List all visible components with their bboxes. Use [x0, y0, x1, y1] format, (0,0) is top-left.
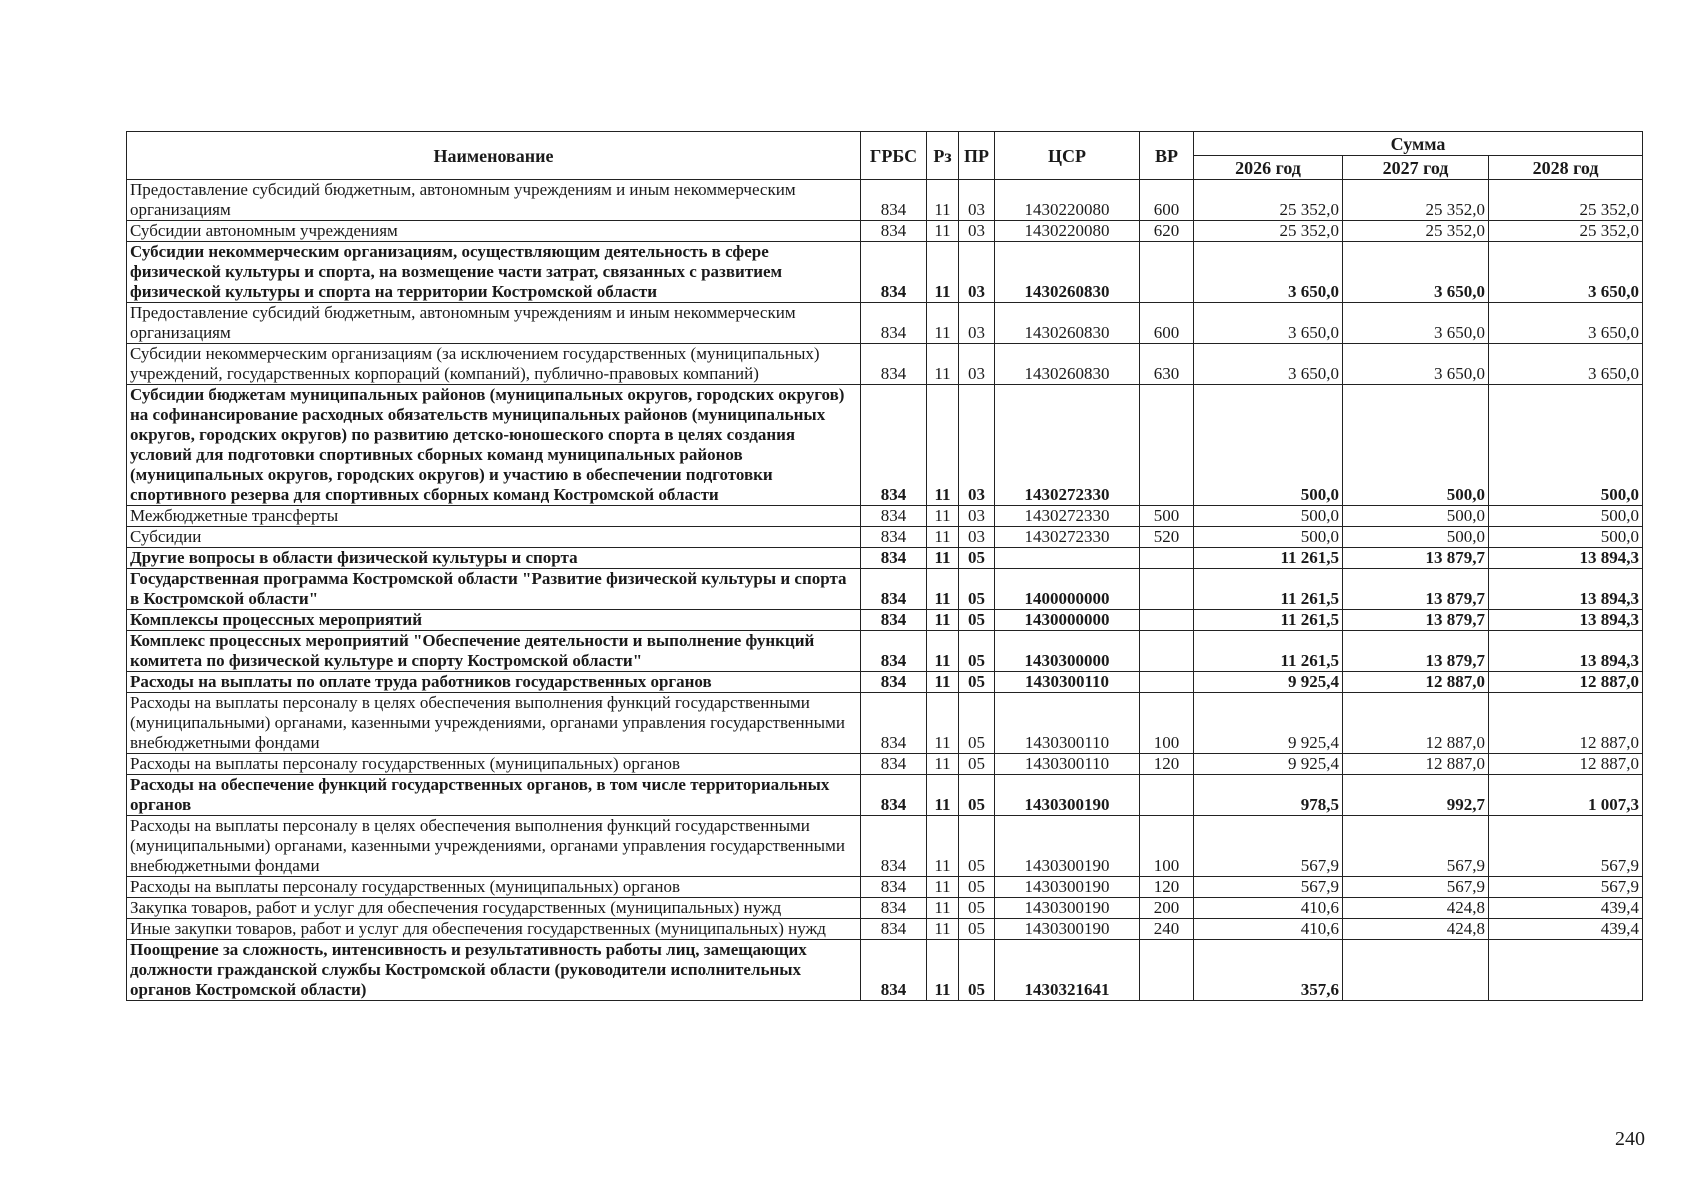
cell-csr: 1430272330	[995, 527, 1140, 548]
cell-vr	[1140, 385, 1194, 506]
cell-rz: 11	[927, 180, 959, 221]
table-body	[127, 180, 1643, 1001]
cell-pr: 03	[959, 385, 995, 506]
cell-y2026: 11 261,5	[1194, 631, 1343, 672]
cell-csr: 1430300110	[995, 754, 1140, 775]
cell-name: Расходы на выплаты персоналу государственных (муниципальных) органов	[127, 877, 861, 898]
cell-pr: 03	[959, 303, 995, 344]
cell-pr: 03	[959, 506, 995, 527]
cell-rz: 11	[927, 775, 959, 816]
cell-vr	[1140, 242, 1194, 303]
cell-vr: 120	[1140, 877, 1194, 898]
cell-y2026: 9 925,4	[1194, 693, 1343, 754]
cell-grbs: 834	[861, 816, 927, 877]
cell-name: Предоставление субсидий бюджетным, автономным учреждениям и иным некоммерческим организациям	[127, 303, 861, 344]
cell-name: Расходы на обеспечение функций государственных органов, в том числе территориальных органов	[127, 775, 861, 816]
cell-vr: 120	[1140, 754, 1194, 775]
cell-name: Государственная программа Костромской области "Развитие физической культуры и спорта в Костромской области"	[127, 569, 861, 610]
cell-y2026: 9 925,4	[1194, 672, 1343, 693]
cell-y2026: 567,9	[1194, 877, 1343, 898]
cell-csr: 1430272330	[995, 385, 1140, 506]
cell-y2028: 13 894,3	[1489, 569, 1643, 610]
table-row	[127, 303, 1643, 344]
cell-rz: 11	[927, 221, 959, 242]
header-sum: Сумма	[1194, 132, 1643, 156]
cell-csr: 1430260830	[995, 344, 1140, 385]
cell-rz: 11	[927, 242, 959, 303]
cell-y2027: 992,7	[1343, 775, 1489, 816]
header-2028: 2028 год	[1489, 156, 1643, 180]
cell-rz: 11	[927, 816, 959, 877]
cell-vr	[1140, 940, 1194, 1001]
cell-pr: 03	[959, 344, 995, 385]
cell-rz: 11	[927, 940, 959, 1001]
cell-csr: 1430300190	[995, 877, 1140, 898]
cell-pr: 05	[959, 754, 995, 775]
cell-csr: 1430000000	[995, 610, 1140, 631]
cell-vr: 100	[1140, 816, 1194, 877]
cell-y2026: 500,0	[1194, 506, 1343, 527]
cell-y2028: 13 894,3	[1489, 610, 1643, 631]
table-row	[127, 180, 1643, 221]
cell-name: Межбюджетные трансферты	[127, 506, 861, 527]
cell-rz: 11	[927, 506, 959, 527]
cell-y2027: 13 879,7	[1343, 569, 1489, 610]
cell-y2027: 25 352,0	[1343, 221, 1489, 242]
cell-y2026: 3 650,0	[1194, 303, 1343, 344]
cell-csr: 1430300190	[995, 816, 1140, 877]
cell-pr: 05	[959, 919, 995, 940]
table-row	[127, 221, 1643, 242]
cell-y2027: 25 352,0	[1343, 180, 1489, 221]
cell-csr: 1430300190	[995, 898, 1140, 919]
cell-pr: 05	[959, 631, 995, 672]
cell-name: Поощрение за сложность, интенсивность и результативность работы лиц, замещающих должности гражданской службы Костромской области (руководители исполнительных органов Костромской области)	[127, 940, 861, 1001]
table-row	[127, 754, 1643, 775]
cell-y2028: 567,9	[1489, 877, 1643, 898]
table-row	[127, 693, 1643, 754]
cell-pr: 05	[959, 940, 995, 1001]
cell-y2026: 567,9	[1194, 816, 1343, 877]
cell-y2028	[1489, 940, 1643, 1001]
cell-rz: 11	[927, 344, 959, 385]
cell-grbs: 834	[861, 221, 927, 242]
cell-y2027: 3 650,0	[1343, 344, 1489, 385]
cell-rz: 11	[927, 919, 959, 940]
cell-rz: 11	[927, 631, 959, 672]
cell-pr: 05	[959, 898, 995, 919]
cell-y2028: 439,4	[1489, 898, 1643, 919]
cell-csr: 1430300190	[995, 919, 1140, 940]
table-row	[127, 631, 1643, 672]
cell-grbs: 834	[861, 631, 927, 672]
cell-csr: 1430260830	[995, 242, 1140, 303]
cell-grbs: 834	[861, 569, 927, 610]
cell-grbs: 834	[861, 775, 927, 816]
budget-table	[126, 131, 1643, 1001]
cell-pr: 05	[959, 569, 995, 610]
cell-y2028: 1 007,3	[1489, 775, 1643, 816]
cell-vr	[1140, 548, 1194, 569]
cell-y2028: 567,9	[1489, 816, 1643, 877]
cell-y2027: 500,0	[1343, 527, 1489, 548]
page-number: 240	[1615, 1128, 1645, 1150]
cell-pr: 05	[959, 693, 995, 754]
cell-name: Расходы на выплаты персоналу государственных (муниципальных) органов	[127, 754, 861, 775]
cell-grbs: 834	[861, 754, 927, 775]
cell-vr: 630	[1140, 344, 1194, 385]
cell-grbs: 834	[861, 693, 927, 754]
cell-y2028: 3 650,0	[1489, 303, 1643, 344]
header-pr: ПР	[959, 132, 995, 180]
cell-vr	[1140, 569, 1194, 610]
table-row	[127, 940, 1643, 1001]
cell-y2026: 9 925,4	[1194, 754, 1343, 775]
cell-y2027: 13 879,7	[1343, 631, 1489, 672]
cell-vr: 200	[1140, 898, 1194, 919]
table-row	[127, 919, 1643, 940]
cell-y2026: 25 352,0	[1194, 180, 1343, 221]
cell-pr: 05	[959, 548, 995, 569]
cell-y2026: 410,6	[1194, 919, 1343, 940]
cell-name: Иные закупки товаров, работ и услуг для обеспечения государственных (муниципальных) нужд	[127, 919, 861, 940]
cell-grbs: 834	[861, 180, 927, 221]
cell-vr: 620	[1140, 221, 1194, 242]
table-row	[127, 610, 1643, 631]
header-csr: ЦСР	[995, 132, 1140, 180]
cell-grbs: 834	[861, 919, 927, 940]
cell-y2026: 500,0	[1194, 385, 1343, 506]
cell-name: Расходы на выплаты по оплате труда работников государственных органов	[127, 672, 861, 693]
cell-name: Расходы на выплаты персоналу в целях обеспечения выполнения функций государственными (муниципальными) органами, казенными учреждениями, органами управления государственными внебюджетными фондами	[127, 693, 861, 754]
cell-y2028: 12 887,0	[1489, 754, 1643, 775]
cell-y2027: 500,0	[1343, 385, 1489, 506]
cell-y2027: 12 887,0	[1343, 672, 1489, 693]
cell-rz: 11	[927, 693, 959, 754]
cell-rz: 11	[927, 754, 959, 775]
cell-name: Комплексы процессных мероприятий	[127, 610, 861, 631]
cell-vr	[1140, 610, 1194, 631]
cell-rz: 11	[927, 303, 959, 344]
cell-vr: 100	[1140, 693, 1194, 754]
cell-pr: 03	[959, 242, 995, 303]
cell-y2027: 567,9	[1343, 877, 1489, 898]
cell-vr	[1140, 631, 1194, 672]
cell-y2028: 500,0	[1489, 506, 1643, 527]
cell-y2026: 357,6	[1194, 940, 1343, 1001]
cell-grbs: 834	[861, 506, 927, 527]
cell-y2027: 567,9	[1343, 816, 1489, 877]
table-row	[127, 569, 1643, 610]
cell-y2026: 11 261,5	[1194, 548, 1343, 569]
cell-name: Субсидии некоммерческим организациям, осуществляющим деятельность в сфере физической культуры и спорта, на возмещение части затрат, связанных с развитием физической культуры и спорта на территории Костромской области	[127, 242, 861, 303]
cell-rz: 11	[927, 898, 959, 919]
cell-y2028: 500,0	[1489, 385, 1643, 506]
cell-name: Другие вопросы в области физической культуры и спорта	[127, 548, 861, 569]
cell-csr: 1430272330	[995, 506, 1140, 527]
cell-grbs: 834	[861, 527, 927, 548]
cell-grbs: 834	[861, 940, 927, 1001]
cell-y2027: 424,8	[1343, 919, 1489, 940]
cell-pr: 03	[959, 527, 995, 548]
table-row	[127, 344, 1643, 385]
cell-y2026: 500,0	[1194, 527, 1343, 548]
cell-vr: 600	[1140, 180, 1194, 221]
cell-grbs: 834	[861, 672, 927, 693]
table-row	[127, 506, 1643, 527]
cell-y2027: 500,0	[1343, 506, 1489, 527]
cell-y2028: 12 887,0	[1489, 672, 1643, 693]
cell-grbs: 834	[861, 242, 927, 303]
cell-csr: 1400000000	[995, 569, 1140, 610]
cell-y2028: 3 650,0	[1489, 242, 1643, 303]
cell-rz: 11	[927, 385, 959, 506]
header-rz: Рз	[927, 132, 959, 180]
cell-y2028: 13 894,3	[1489, 548, 1643, 569]
cell-grbs: 834	[861, 877, 927, 898]
cell-name: Субсидии некоммерческим организациям (за исключением государственных (муниципальных) учреждений, государственных корпораций (компаний), публично-правовых компаний)	[127, 344, 861, 385]
cell-y2026: 11 261,5	[1194, 610, 1343, 631]
table-row	[127, 242, 1643, 303]
cell-y2027: 13 879,7	[1343, 610, 1489, 631]
cell-y2028: 439,4	[1489, 919, 1643, 940]
cell-rz: 11	[927, 527, 959, 548]
cell-name: Предоставление субсидий бюджетным, автономным учреждениям и иным некоммерческим организациям	[127, 180, 861, 221]
table-row	[127, 385, 1643, 506]
cell-grbs: 834	[861, 898, 927, 919]
cell-y2028: 12 887,0	[1489, 693, 1643, 754]
cell-vr: 520	[1140, 527, 1194, 548]
header-row	[127, 132, 1643, 156]
cell-y2028: 25 352,0	[1489, 221, 1643, 242]
cell-y2028: 500,0	[1489, 527, 1643, 548]
header-name: Наименование	[127, 132, 861, 180]
cell-csr: 1430300000	[995, 631, 1140, 672]
header-vr: ВР	[1140, 132, 1194, 180]
cell-vr: 600	[1140, 303, 1194, 344]
cell-rz: 11	[927, 548, 959, 569]
header-grbs: ГРБС	[861, 132, 927, 180]
cell-pr: 05	[959, 775, 995, 816]
cell-y2027	[1343, 940, 1489, 1001]
cell-y2027: 13 879,7	[1343, 548, 1489, 569]
table-row	[127, 527, 1643, 548]
cell-y2026: 11 261,5	[1194, 569, 1343, 610]
cell-rz: 11	[927, 610, 959, 631]
cell-rz: 11	[927, 877, 959, 898]
table-row	[127, 877, 1643, 898]
table-row	[127, 775, 1643, 816]
cell-csr: 1430300110	[995, 672, 1140, 693]
cell-y2027: 12 887,0	[1343, 754, 1489, 775]
cell-rz: 11	[927, 672, 959, 693]
cell-pr: 03	[959, 221, 995, 242]
cell-y2026: 25 352,0	[1194, 221, 1343, 242]
cell-csr: 1430300190	[995, 775, 1140, 816]
cell-y2026: 410,6	[1194, 898, 1343, 919]
table-header	[127, 132, 1643, 180]
cell-vr	[1140, 775, 1194, 816]
cell-name: Субсидии бюджетам муниципальных районов (муниципальных округов, городских округов) на софинансирование расходных обязательств муниципальных районов (муниципальных округов, городских округов) по развитию детско-юношеского спорта в целях создания условий для подготовки спортивных сборных команд муниципальных районов (муниципальных округов, городских округов) и участию в обеспечении подготовки спортивного резерва для спортивных сборных команд Костромской области	[127, 385, 861, 506]
cell-y2026: 3 650,0	[1194, 242, 1343, 303]
cell-pr: 05	[959, 672, 995, 693]
cell-pr: 03	[959, 180, 995, 221]
cell-y2027: 12 887,0	[1343, 693, 1489, 754]
cell-grbs: 834	[861, 344, 927, 385]
header-2027: 2027 год	[1343, 156, 1489, 180]
cell-name: Закупка товаров, работ и услуг для обеспечения государственных (муниципальных) нужд	[127, 898, 861, 919]
table-row	[127, 898, 1643, 919]
cell-name: Комплекс процессных мероприятий "Обеспечение деятельности и выполнение функций комитета по физической культуре и спорту Костромской области"	[127, 631, 861, 672]
cell-grbs: 834	[861, 303, 927, 344]
cell-y2028: 13 894,3	[1489, 631, 1643, 672]
cell-name: Субсидии автономным учреждениям	[127, 221, 861, 242]
header-2026: 2026 год	[1194, 156, 1343, 180]
cell-y2027: 3 650,0	[1343, 242, 1489, 303]
cell-y2027: 424,8	[1343, 898, 1489, 919]
cell-vr: 240	[1140, 919, 1194, 940]
cell-grbs: 834	[861, 385, 927, 506]
cell-y2026: 978,5	[1194, 775, 1343, 816]
cell-csr: 1430260830	[995, 303, 1140, 344]
cell-pr: 05	[959, 610, 995, 631]
cell-pr: 05	[959, 877, 995, 898]
cell-csr: 1430321641	[995, 940, 1140, 1001]
table-row	[127, 548, 1643, 569]
cell-vr	[1140, 672, 1194, 693]
cell-rz: 11	[927, 569, 959, 610]
cell-csr: 1430220080	[995, 180, 1140, 221]
cell-grbs: 834	[861, 610, 927, 631]
table-row	[127, 672, 1643, 693]
cell-name: Расходы на выплаты персоналу в целях обеспечения выполнения функций государственными (муниципальными) органами, казенными учреждениями, органами управления государственными внебюджетными фондами	[127, 816, 861, 877]
table-row	[127, 816, 1643, 877]
cell-y2027: 3 650,0	[1343, 303, 1489, 344]
cell-name: Субсидии	[127, 527, 861, 548]
cell-csr: 1430220080	[995, 221, 1140, 242]
cell-y2026: 3 650,0	[1194, 344, 1343, 385]
cell-y2028: 3 650,0	[1489, 344, 1643, 385]
cell-pr: 05	[959, 816, 995, 877]
cell-grbs: 834	[861, 548, 927, 569]
cell-csr	[995, 548, 1140, 569]
cell-csr: 1430300110	[995, 693, 1140, 754]
cell-y2028: 25 352,0	[1489, 180, 1643, 221]
cell-vr: 500	[1140, 506, 1194, 527]
